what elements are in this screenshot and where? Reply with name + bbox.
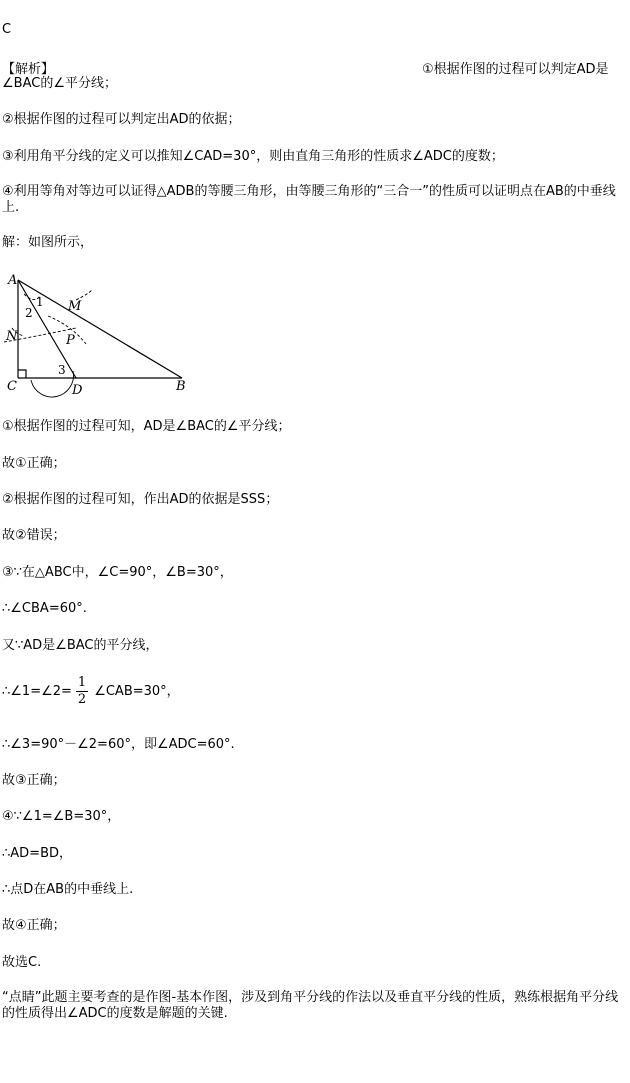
fraction-denominator: 2 bbox=[77, 692, 87, 707]
analysis-point-2: ②根据作图的过程可以判定出AD的依据； bbox=[2, 112, 241, 127]
step-6: ∴∠CBA=60°. bbox=[2, 601, 87, 616]
label-p: P bbox=[66, 333, 75, 348]
solution-intro: 解：如图所示， bbox=[2, 235, 94, 250]
step-5: ③∵在△ABC中，∠C=90°，∠B=30°， bbox=[2, 565, 233, 580]
fraction-suffix: ∠CAB=30°， bbox=[94, 684, 180, 699]
comment-note: “点睛”此题主要考查的是作图-基本作图，涉及到角平分线的作法以及垂直平分线的性质，熟练根据角平分线的性质得出∠ADC的度数是解题的关键. bbox=[2, 990, 619, 1021]
right-angle-mark bbox=[18, 370, 26, 378]
final-choice: 故选C. bbox=[2, 955, 42, 970]
arc-angle-3 bbox=[31, 371, 73, 397]
fraction-numerator: 1 bbox=[77, 675, 87, 690]
step-3: ②根据作图的过程可知，作出AD的依据是SSS； bbox=[2, 492, 279, 507]
step-7: 又∵AD是∠BAC的平分线， bbox=[2, 638, 159, 653]
step-9: 故③正确； bbox=[2, 773, 66, 788]
angle-label-1: 1 bbox=[36, 295, 44, 309]
fraction-prefix: ∴∠1=∠2= bbox=[2, 684, 72, 699]
answer-letter: C bbox=[2, 22, 12, 37]
triangle-figure bbox=[4, 270, 204, 400]
analysis-point-1-start: ①根据作图的过程可以判定AD是 bbox=[422, 62, 609, 77]
label-a: A bbox=[8, 273, 18, 288]
analysis-point-4: ④利用等角对等边可以证得△ADB的等腰三角形，由等腰三角形的“三合一”的性质可以证明点在AB的中垂线上. bbox=[2, 184, 616, 215]
label-b: B bbox=[176, 379, 186, 394]
label-d: D bbox=[72, 383, 83, 398]
step-11: ∴AD=BD， bbox=[2, 846, 72, 861]
fraction-step bbox=[2, 672, 180, 712]
step-4: 故②错误； bbox=[2, 528, 66, 543]
label-n: N bbox=[6, 329, 18, 344]
label-c: C bbox=[7, 379, 17, 394]
step-10: ④∵∠1=∠B=30°， bbox=[2, 809, 121, 824]
segment-ad bbox=[18, 280, 76, 378]
angle-label-3: 3 bbox=[58, 363, 66, 377]
step-13: 故④正确； bbox=[2, 918, 66, 933]
analysis-point-1-end: ∠BAC的∠平分线； bbox=[2, 76, 117, 91]
step-12: ∴点D在AB的中垂线上. bbox=[2, 882, 134, 897]
fraction-half bbox=[76, 675, 88, 708]
label-m: M bbox=[68, 299, 82, 314]
step-1: ①根据作图的过程可知，AD是∠BAC的∠平分线； bbox=[2, 419, 291, 434]
angle-label-2: 2 bbox=[25, 306, 33, 320]
step-8: ∴∠3=90°－∠2=60°，即∠ADC=60°. bbox=[2, 737, 235, 752]
analysis-tag: 【解析】 bbox=[2, 62, 55, 77]
analysis-point-3: ③利用角平分线的定义可以推知∠CAD=30°，则由直角三角形的性质求∠ADC的度数； bbox=[2, 149, 504, 164]
step-2: 故①正确； bbox=[2, 456, 66, 471]
